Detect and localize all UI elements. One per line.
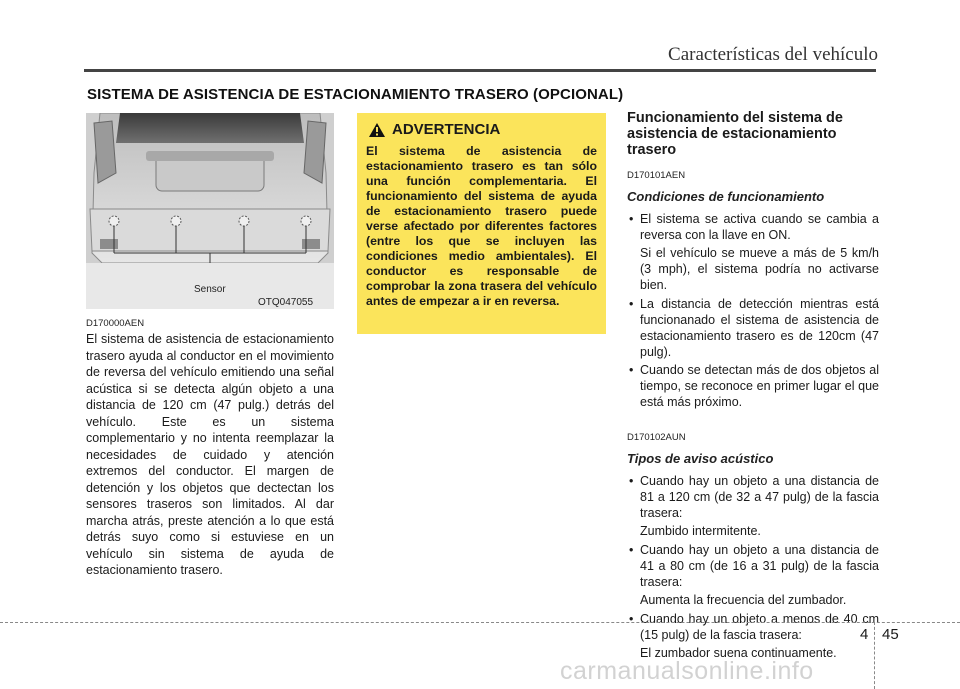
conditions-list	[627, 211, 879, 243]
watermark: carmanualsonline.info	[560, 657, 814, 685]
warnings-subtitle: Tipos de aviso acústico	[627, 451, 774, 466]
list-item: • Cuando hay un objeto a una distancia de 81 a 120 cm (de 32 a 47 pulg) de la fascia trasera:	[627, 473, 879, 521]
chapter-header-title: Características del vehículo	[668, 44, 878, 65]
warning-triangle-icon	[368, 122, 386, 138]
vehicle-rear-illustration	[86, 113, 334, 309]
warnings-list-3	[627, 611, 879, 643]
footer-rule	[0, 622, 960, 623]
warnings-list-2	[627, 542, 879, 590]
chapter-number: 4	[860, 626, 869, 643]
header-rule	[84, 69, 876, 72]
list-item-continuation: El zumbador suena continuamente.	[640, 646, 837, 660]
list-item-continuation: Zumbido intermitente.	[640, 524, 761, 538]
warning-box	[357, 113, 606, 334]
warnings-list-1	[627, 473, 879, 521]
conditions-subtitle: Condiciones de funcionamiento	[627, 189, 825, 204]
warning-text: El sistema de asistencia de estacionamiento trasero es tan sólo una función complementaria. El funcionamiento del sistema de ayuda de estacionamiento trasero puede verse afectado por diferentes factores (entre los que se incluyen las condiciones medio ambientales). El conductor es responsable de comprobar la zona trasera del vehículo antes de empezar a ir en reversa.	[366, 144, 597, 308]
list-item: • El sistema se activa cuando se cambia a reversa con la llave en ON.	[627, 211, 879, 243]
list-item-continuation: Aumenta la frecuencia del zumbador.	[640, 593, 847, 607]
footer-divider	[874, 622, 875, 689]
list-item: • Cuando se detectan más de dos objetos al tiempo, se reconoce en primer lugar el que está más próximo.	[627, 362, 879, 410]
intro-paragraph: El sistema de asistencia de estacionamiento trasero ayuda al conductor en el movimiento de reversa del vehículo emitiendo una señal acústica si se detecta algún objeto a una distancia de 120 cm (47 pulg.) detrás del vehículo. Este es un sistema complementario y no intenta reemplazar la necesidades de cuidado y atención extremos del conductor. El margen de detención y los objetos que dectectan los sensores traseros son limitados. Al dar marcha atrás, preste atención a lo que está detrás suyo como si estuviese en un vehículo sin sistema de ayuda de estacionamiento trasero.	[86, 332, 334, 577]
vehicle-rear-figure	[86, 113, 334, 309]
conditions-list-cont	[627, 296, 879, 410]
operation-title: Funcionamiento del sistema de asistencia de estacionamiento trasero	[627, 110, 843, 158]
list-item: • Cuando hay un objeto a menos de 40 cm (15 pulg) de la fascia trasera:	[627, 611, 879, 643]
warnings-code: D170102AUN	[627, 432, 686, 443]
section-title: SISTEMA DE ASISTENCIA DE ESTACIONAMIENTO TRASERO (OPCIONAL)	[87, 86, 624, 103]
conditions-code: D170101AEN	[627, 170, 686, 181]
intro-section-code: D170000AEN	[86, 318, 145, 329]
warning-title: ADVERTENCIA	[392, 121, 501, 138]
list-item: • Cuando hay un objeto a una distancia de 41 a 80 cm (de 16 a 31 pulg) de la fascia trasera:	[627, 542, 879, 590]
list-item: • La distancia de detección mientras está funcionanado el sistema de asistencia de estacionamiento trasero es de 120cm (47 pulg).	[627, 296, 879, 360]
figure-code: OTQ047055	[258, 297, 314, 308]
operation-column	[627, 110, 879, 664]
page-number: 45	[882, 626, 899, 643]
list-item-continuation: Si el vehículo se mueve a más de 5 km/h (3 mph), el sistema podría no activarse bien.	[640, 246, 879, 292]
warning-header	[368, 121, 597, 138]
sensor-label: Sensor	[194, 284, 226, 295]
